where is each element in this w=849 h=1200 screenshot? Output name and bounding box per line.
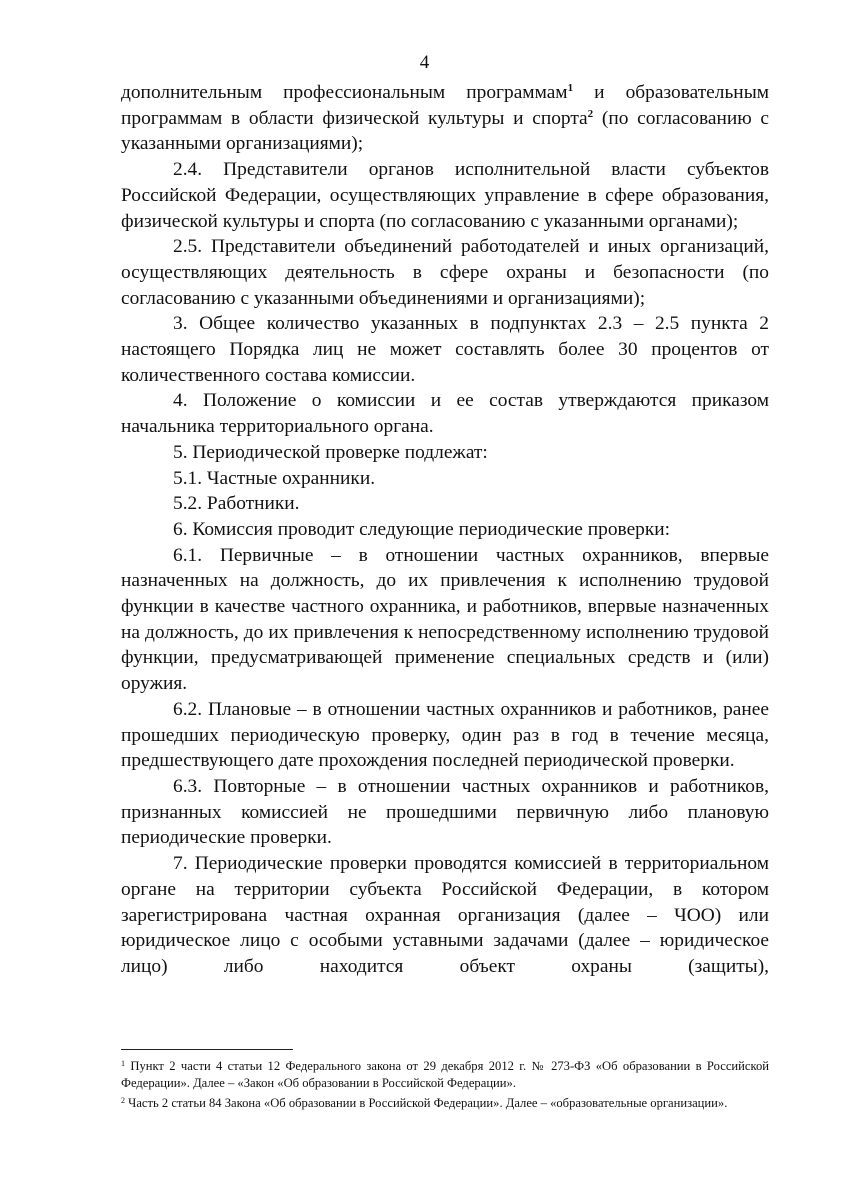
footnotes [121, 1058, 769, 1116]
paragraph-7: 7. Периодические проверки проводятся комиссией в территориальном органе на территории субъекта Российской Федерации, в котором зарегистрирована частная охранная организация (далее – ЧОО) или юридическое лицо с особыми уставными задачами (далее – юридическое лицо) либо находится объект охраны (защиты), [121, 853, 769, 977]
paragraph-5-1: 5.1. Частные охранники. [173, 467, 376, 489]
paragraph-6: 6. Комиссия проводит следующие периодические проверки: [173, 518, 671, 540]
page-number: 4 [419, 52, 430, 73]
paragraph-6-2: 6.2. Плановые – в отношении частных охранников и работников, ранее прошедших периодическую проверку, один раз в год в течение месяца, предшествующего дате прохождения последней периодической проверки. [121, 698, 769, 772]
paragraph-continuation [121, 80, 769, 157]
paragraph-2-4: 2.4. Представители органов исполнительной власти субъектов Российской Федерации, осуществляющих управление в сфере образования, физической культуры и спорта (по согласованию с указанными органами); [121, 159, 769, 232]
text-run: и образовательным программам в области физической культуры и спорта [121, 82, 769, 129]
footnote-text-1: Пункт 2 части 4 статьи 12 Федерального закона от 29 декабря 2012 г. № 273-ФЗ «Об образовании в Российской Федерации». Далее – «Закон «Об образовании в Российской Федерации». [121, 1059, 769, 1090]
text-run: дополнительным профессиональным программам [121, 82, 568, 103]
paragraph-6-3: 6.3. Повторные – в отношении частных охранников и работников, признанных комиссией не прошедшими первичную либо плановую периодические проверки. [121, 775, 769, 849]
footnote-ref-2[interactable]: 2 [587, 107, 594, 120]
footnote-marker-2: 2 [121, 1096, 125, 1105]
document-body [121, 80, 769, 980]
footnote-marker-1: 1 [121, 1059, 125, 1068]
text-run: (по согласованию с указанными организациями); [121, 107, 769, 155]
paragraph-5-2: 5.2. Работники. [173, 493, 300, 515]
footnote-2 [121, 1095, 769, 1112]
paragraph-2-5: 2.5. Представители объединений работодателей и иных организаций, осуществляющих деятельность в сфере охраны и безопасности (по согласованию с указанными объединениями и организациями); [121, 236, 769, 309]
paragraph-6-1: 6.1. Первичные – в отношении частных охранников, впервые назначенных на должность, до их привлечения к исполнению трудовой функции в качестве частного охранника, и работников, впервые назначенных на должность, до их привлечения к непосредственному исполнению трудовой функции, предусматривающей применение специальных средств и (или) оружия. [121, 544, 769, 695]
footnote-ref-1[interactable]: 1 [567, 82, 574, 94]
paragraph-4: 4. Положение о комиссии и ее состав утверждаются приказом начальника территориального органа. [121, 390, 769, 438]
paragraph-3: 3. Общее количество указанных в подпунктах 2.3 – 2.5 пункта 2 настоящего Порядка лиц не может составлять более 30 процентов от количественного состава комиссии. [121, 313, 769, 386]
footnote-text-2: Часть 2 статьи 84 Закона «Об образовании в Российской Федерации». Далее – «образовательные организации». [125, 1096, 728, 1110]
paragraph-5: 5. Периодической проверке подлежат: [173, 441, 488, 463]
footnote-separator [121, 1049, 293, 1050]
footnote-1 [121, 1058, 769, 1091]
